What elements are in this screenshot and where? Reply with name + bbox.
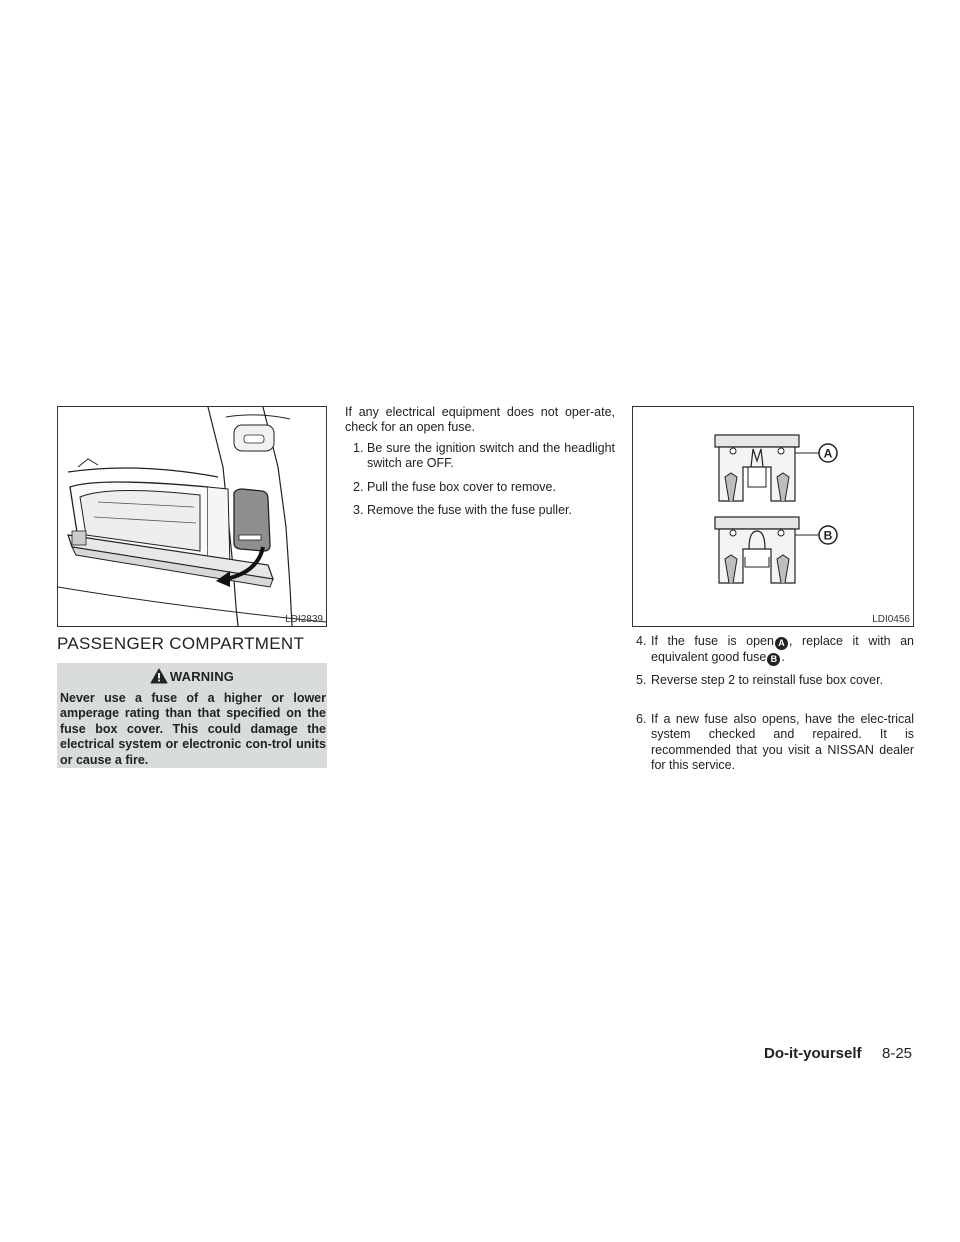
- step-number: 5.: [636, 673, 647, 687]
- blown-fuse-icon: [715, 435, 799, 501]
- fuse-diagram: [632, 406, 914, 627]
- step4-text-part: .: [781, 650, 785, 664]
- step-5: [636, 673, 914, 688]
- step-text: If a new fuse also opens, have the elec-trical system checked and repaired. It is recommended that you visit a NISSAN dealer for this service.: [651, 712, 914, 773]
- step-number: 6.: [636, 712, 647, 726]
- step-text: Reverse step 2 to reinstall fuse box cover.: [651, 673, 884, 687]
- warning-title: [57, 668, 327, 687]
- step-number: 3.: [353, 503, 364, 517]
- callout-a-label: A: [823, 446, 833, 461]
- fuse-drawing: [633, 407, 913, 626]
- step-text: Remove the fuse with the fuse puller.: [367, 503, 572, 517]
- glove-box-drawing: [58, 407, 326, 626]
- good-fuse-icon: [715, 517, 799, 583]
- callout-b-label: B: [823, 528, 833, 543]
- step-text: Pull the fuse box cover to remove.: [367, 480, 556, 494]
- step-text: Be sure the ignition switch and the headlight switch are OFF.: [367, 441, 615, 471]
- warning-title-text: WARNING: [169, 669, 235, 684]
- step4-text-part: If the fuse is open: [651, 634, 774, 648]
- intro-paragraph: If any electrical equipment does not oper-ate, check for an open fuse.: [345, 405, 615, 435]
- figure-code-right: LDI0456: [872, 614, 910, 625]
- step-text: [636, 634, 914, 666]
- figure-code-left: LDI2839: [285, 614, 323, 625]
- step4-text-part: , replace it with an equivalent good fuse: [651, 634, 914, 664]
- step-4: [636, 634, 914, 666]
- warning-text: Never use a fuse of a higher or lower amperage rating than that specified on the fuse box cover. This could damage the electrical system or electronic con-trol units or cause a fire.: [60, 691, 326, 767]
- footer-section-title: Do-it-yourself: [764, 1045, 862, 1062]
- warning-triangle-icon: [150, 668, 168, 687]
- glove-box-illustration: [57, 406, 327, 627]
- step-1: [353, 441, 615, 472]
- step-number: 2.: [353, 480, 364, 494]
- step-number: 1.: [353, 441, 364, 455]
- step-3: [353, 503, 615, 518]
- callout-a-marker: A: [775, 637, 788, 650]
- step-2: [353, 480, 615, 495]
- section-heading: PASSENGER COMPARTMENT: [57, 634, 305, 653]
- step-6: [636, 712, 914, 774]
- page-number: 8-25: [882, 1045, 913, 1062]
- callout-b-marker: B: [767, 653, 780, 666]
- step-number: 4.: [636, 634, 647, 648]
- warning-box: [57, 663, 327, 768]
